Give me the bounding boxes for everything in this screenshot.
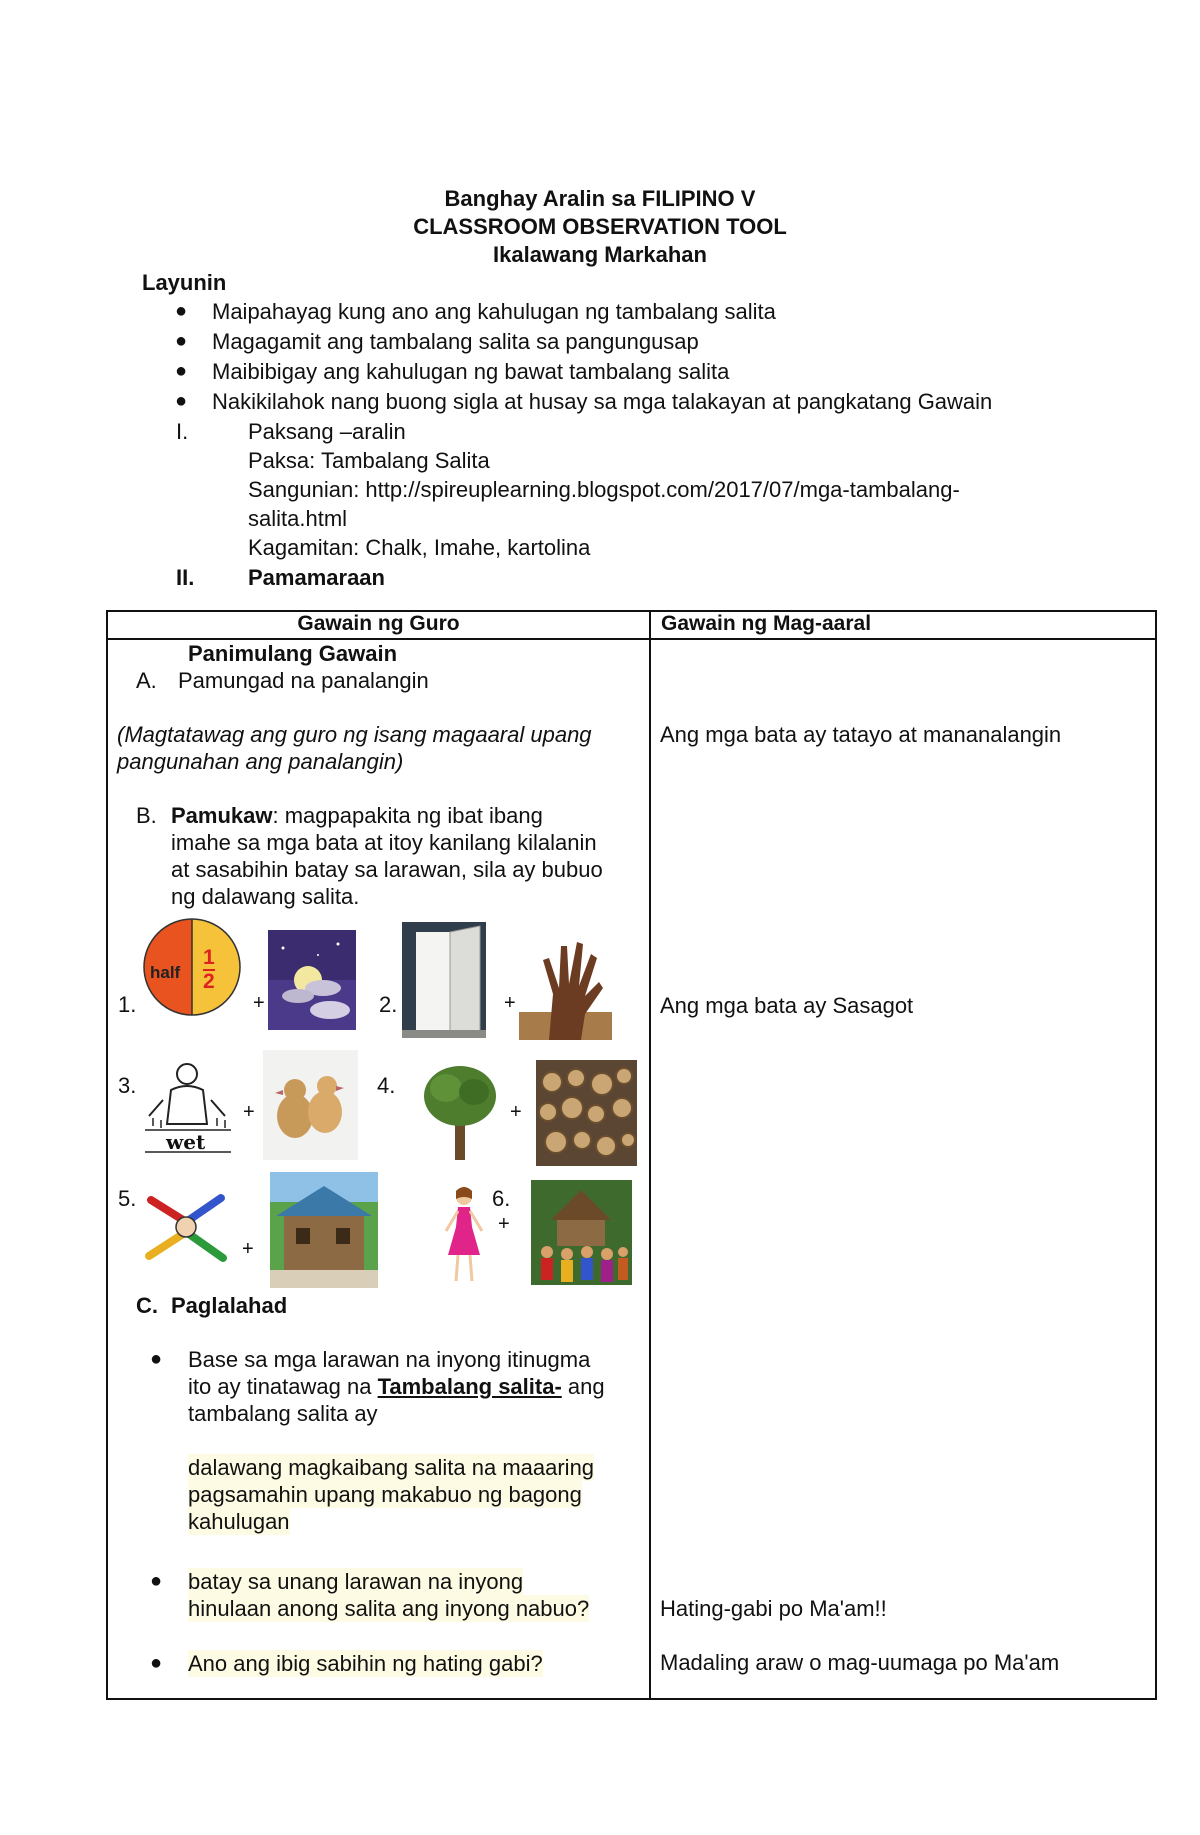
- c-bullet-1-text-a: ito ay tinatawag na: [188, 1374, 378, 1399]
- question-2: Ano ang ibig sabihin ng hating gabi?: [188, 1651, 543, 1676]
- definition-line-2: pagsamahin upang makabuo ng bagong: [188, 1482, 582, 1507]
- pic-number-4: 4.: [377, 1073, 396, 1098]
- layunin-heading: Layunin: [142, 270, 227, 295]
- student-response-1: Ang mga bata ay tatayo at mananalangin: [660, 722, 1062, 747]
- tambalang-salita-term: Tambalang salita-: [377, 1374, 562, 1399]
- sanggunian-line-2: salita.html: [248, 506, 348, 531]
- item-a-note-2: pangunahan ang panalangin): [117, 749, 404, 774]
- bullet-icon: ●: [150, 1570, 163, 1592]
- item-a-note-1: (Magtatawag ang guro ng isang magaaral upang: [117, 722, 592, 747]
- wet-word: wet: [166, 1130, 206, 1154]
- c-bullet-1-line-1: Base sa mga larawan na inyong itinugma: [188, 1347, 591, 1372]
- student-response-3: Hating-gabi po Ma'am!!: [660, 1596, 887, 1621]
- c-bullet-1-text-b: ang: [561, 1374, 605, 1399]
- kagamitan-line: Kagamitan: Chalk, Imahe, kartolina: [248, 535, 591, 560]
- item-b-line-3: at sasabihin batay sa larawan, sila ay bubuo: [171, 857, 603, 882]
- holding-hands-image: [141, 1180, 231, 1275]
- bullet-icon: ●: [175, 360, 188, 382]
- section-2-numeral: II.: [176, 565, 195, 590]
- student-activity-cell: [650, 639, 1156, 1699]
- tree-image: [420, 1062, 500, 1162]
- door-image: [402, 922, 486, 1038]
- pic-number-3: 3.: [118, 1073, 137, 1098]
- plus-sign: +: [243, 1101, 255, 1123]
- student-response-4: Madaling araw o mag-uumaga po Ma'am: [660, 1650, 1060, 1675]
- item-b-line-4: ng dalawang salita.: [171, 884, 360, 909]
- objective-4: Nakikilahok nang buong sigla at husay sa mga talakayan at pangkatang Gawain: [212, 389, 993, 414]
- definition-line-3: kahulugan: [188, 1509, 290, 1534]
- pic-number-1: 1.: [118, 992, 137, 1017]
- plus-sign: +: [504, 992, 516, 1014]
- house-image: [270, 1172, 378, 1288]
- c-bullet-1-line-3: tambalang salita ay: [188, 1401, 378, 1426]
- plus-sign: +: [253, 992, 265, 1014]
- village-people-image: [531, 1180, 632, 1285]
- bullet-icon: ●: [150, 1652, 163, 1674]
- objective-1: Maipahayag kung ano ang kahulugan ng tambalang salita: [212, 299, 776, 324]
- student-response-2: Ang mga bata ay Sasagot: [660, 993, 914, 1018]
- plus-sign: +: [498, 1213, 510, 1235]
- pic-number-2: 2.: [379, 992, 398, 1017]
- sanggunian-line-1: Sangunian: http://spireuplearning.blogspot.com/2017/07/mga-tambalang-: [248, 477, 960, 502]
- night-moon-image: [268, 930, 356, 1030]
- quarter-label: Ikalawang Markahan: [493, 242, 707, 267]
- definition-line-1: dalawang magkaibang salita na maaaring: [188, 1455, 595, 1480]
- pic-number-6: 6.: [492, 1186, 511, 1211]
- fraction-denominator: 2: [203, 970, 215, 993]
- half-fraction: [203, 947, 215, 993]
- item-b-line-2: imahe sa mga bata at itoy kanilang kilalanin: [171, 830, 597, 855]
- item-a-text: Pamungad na panalangin: [178, 668, 429, 693]
- item-b-letter: B.: [136, 803, 157, 828]
- objective-2: Magagamit ang tambalang salita sa pangungusap: [212, 329, 699, 354]
- panimula-heading: Panimulang Gawain: [188, 641, 398, 666]
- c-bullet-1-line-2: [188, 1373, 605, 1400]
- bullet-icon: ●: [150, 1348, 163, 1370]
- chicks-image: [263, 1050, 358, 1160]
- item-b-line-1: [171, 802, 543, 829]
- paksa-line: Paksa: Tambalang Salita: [248, 448, 490, 473]
- item-c-title: Paglalahad: [171, 1293, 288, 1318]
- plus-sign: +: [510, 1101, 522, 1123]
- fraction-numerator: 1: [203, 946, 215, 969]
- document-title: Banghay Aralin sa FILIPINO V: [444, 186, 756, 211]
- section-1-numeral: I.: [176, 419, 189, 444]
- plus-sign: +: [242, 1238, 254, 1260]
- question-1-line-1: batay sa unang larawan na inyong: [188, 1569, 524, 1594]
- teacher-activity-cell: [107, 639, 650, 1699]
- logs-image: [536, 1060, 637, 1166]
- bullet-icon: ●: [175, 330, 188, 352]
- item-c-letter: C.: [136, 1293, 158, 1318]
- question-1-line-2: hinulaan anong salita ang inyong nabuo?: [188, 1596, 590, 1621]
- section-2-title: Pamamaraan: [248, 565, 385, 590]
- half-word: half: [150, 963, 181, 982]
- pic-number-5: 5.: [118, 1186, 137, 1211]
- bullet-icon: ●: [175, 300, 188, 322]
- pamukaw-label: Pamukaw: [171, 803, 273, 828]
- item-a-letter: A.: [136, 668, 157, 693]
- col-header-magaaral: Gawain ng Mag-aaral: [650, 611, 1156, 639]
- col-header-guro: Gawain ng Guro: [107, 611, 650, 639]
- objective-3: Maibibigay ang kahulugan ng bawat tambalang salita: [212, 359, 730, 384]
- section-1-title: Paksang –aralin: [248, 419, 406, 444]
- document-subtitle: CLASSROOM OBSERVATION TOOL: [413, 214, 787, 239]
- lady-image: [436, 1185, 492, 1285]
- pamukaw-text: : magpapakita ng ibat ibang: [272, 803, 543, 828]
- hand-image: [519, 932, 612, 1040]
- bullet-icon: ●: [175, 390, 188, 412]
